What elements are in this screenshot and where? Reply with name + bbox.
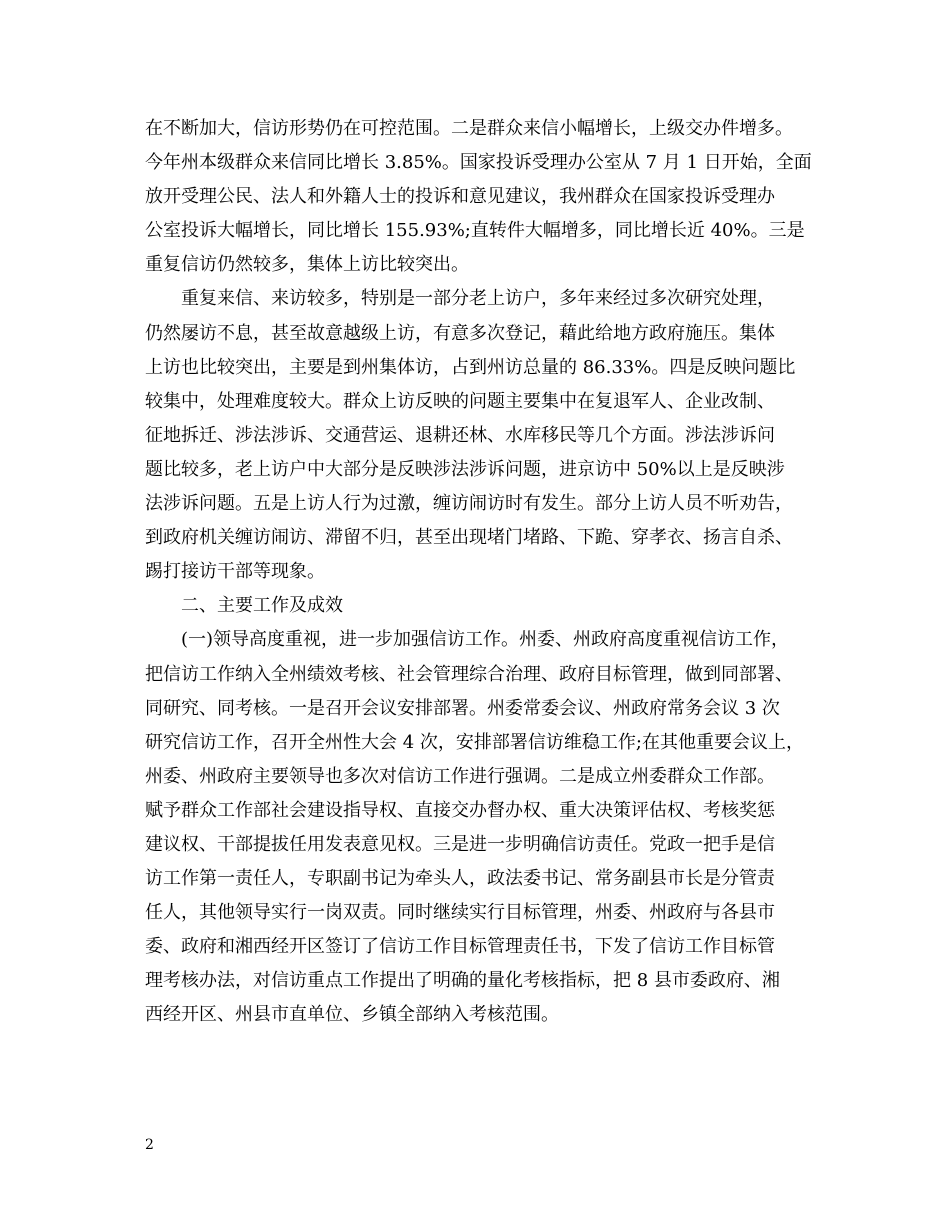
body-text [145,112,825,1033]
text-line: 重复来信、来访较多，特别是一部分老上访户，多年来经过多次研究处理， [181,288,775,310]
text-line: 征地拆迁、涉法涉诉、交通营运、退耕还林、水库移民等几个方面。涉法涉诉问 [145,424,775,446]
text-line: 把信访工作纳入全州绩效考核、社会管理综合治理、政府目标管理，做到同部署、 [145,663,793,685]
text-line: 赋予群众工作部社会建设指导权、直接交办督办权、重大决策评估权、考核奖惩 [145,799,775,821]
text-line: 到政府机关缠访闹访、滞留不归，甚至出现堵门堵路、下跪、穿孝衣、扬言自杀、 [145,527,793,549]
text-line: 理考核办法，对信访重点工作提出了明确的量化考核指标，把 8 县市委政府、湘 [145,970,780,992]
text-line: 委、政府和湘西经开区签订了信访工作目标管理责任书，下发了信访工作目标管 [145,936,775,958]
text-line: 放开受理公民、法人和外籍人士的投诉和意见建议，我州群众在国家投诉受理办 [145,186,775,208]
text-line: 踢打接访干部等现象。 [145,561,325,583]
text-line: 题比较多，老上访户中大部分是反映涉法涉诉问题，进京访中 50%以上是反映涉 [145,458,785,480]
text-line: (一)领导高度重视，进一步加强信访工作。州委、州政府高度重视信访工作， [181,629,790,651]
text-line: 任人，其他领导实行一岗双责。同时继续实行目标管理，州委、州政府与各县市 [145,902,775,924]
text-line: 上访也比较突出，主要是到州集体访，占到州访总量的 86.33%。四是反映问题比 [145,356,796,378]
text-line: 西经开区、州县市直单位、乡镇全部纳入考核范围。 [145,1004,559,1026]
text-line: 较集中，处理难度较大。群众上访反映的问题主要集中在复退军人、企业改制、 [145,390,775,412]
text-line: 二、主要工作及成效 [181,595,343,617]
text-line: 重复信访仍然较多，集体上访比较突出。 [145,254,469,276]
text-line: 法涉诉问题。五是上访人行为过激，缠访闹访时有发生。部分上访人员不听劝告， [145,493,793,515]
text-line: 公室投诉大幅增长，同比增长 155.93%;直转件大幅增多，同比增长近 40%。三是 [145,220,805,242]
text-line: 同研究、同考核。一是召开会议安排部署。州委常委会议、州政府常务会议 3 次 [145,697,780,719]
text-line: 访工作第一责任人，专职副书记为牵头人，政法委书记、常务副县市长是分管责 [145,868,775,890]
text-line: 今年州本级群众来信同比增长 3.85%。国家投诉受理办公室从 7 月 1 日开始，全面 [145,152,812,174]
text-line: 仍然屡访不息，甚至故意越级上访，有意多次登记，藉此给地方政府施压。集体 [145,322,775,344]
text-line: 州委、州政府主要领导也多次对信访工作进行强调。二是成立州委群众工作部。 [145,765,775,787]
text-line: 在不断加大，信访形势仍在可控范围。二是群众来信小幅增长，上级交办件增多。 [145,118,793,139]
text-line: 研究信访工作，召开全州性大会 4 次，安排部署信访维稳工作;在其他重要会议上， [145,731,804,753]
text-line: 建议权、干部提拔任用发表意见权。三是进一步明确信访责任。党政一把手是信 [145,833,775,855]
page-number: 2 [145,1137,154,1153]
